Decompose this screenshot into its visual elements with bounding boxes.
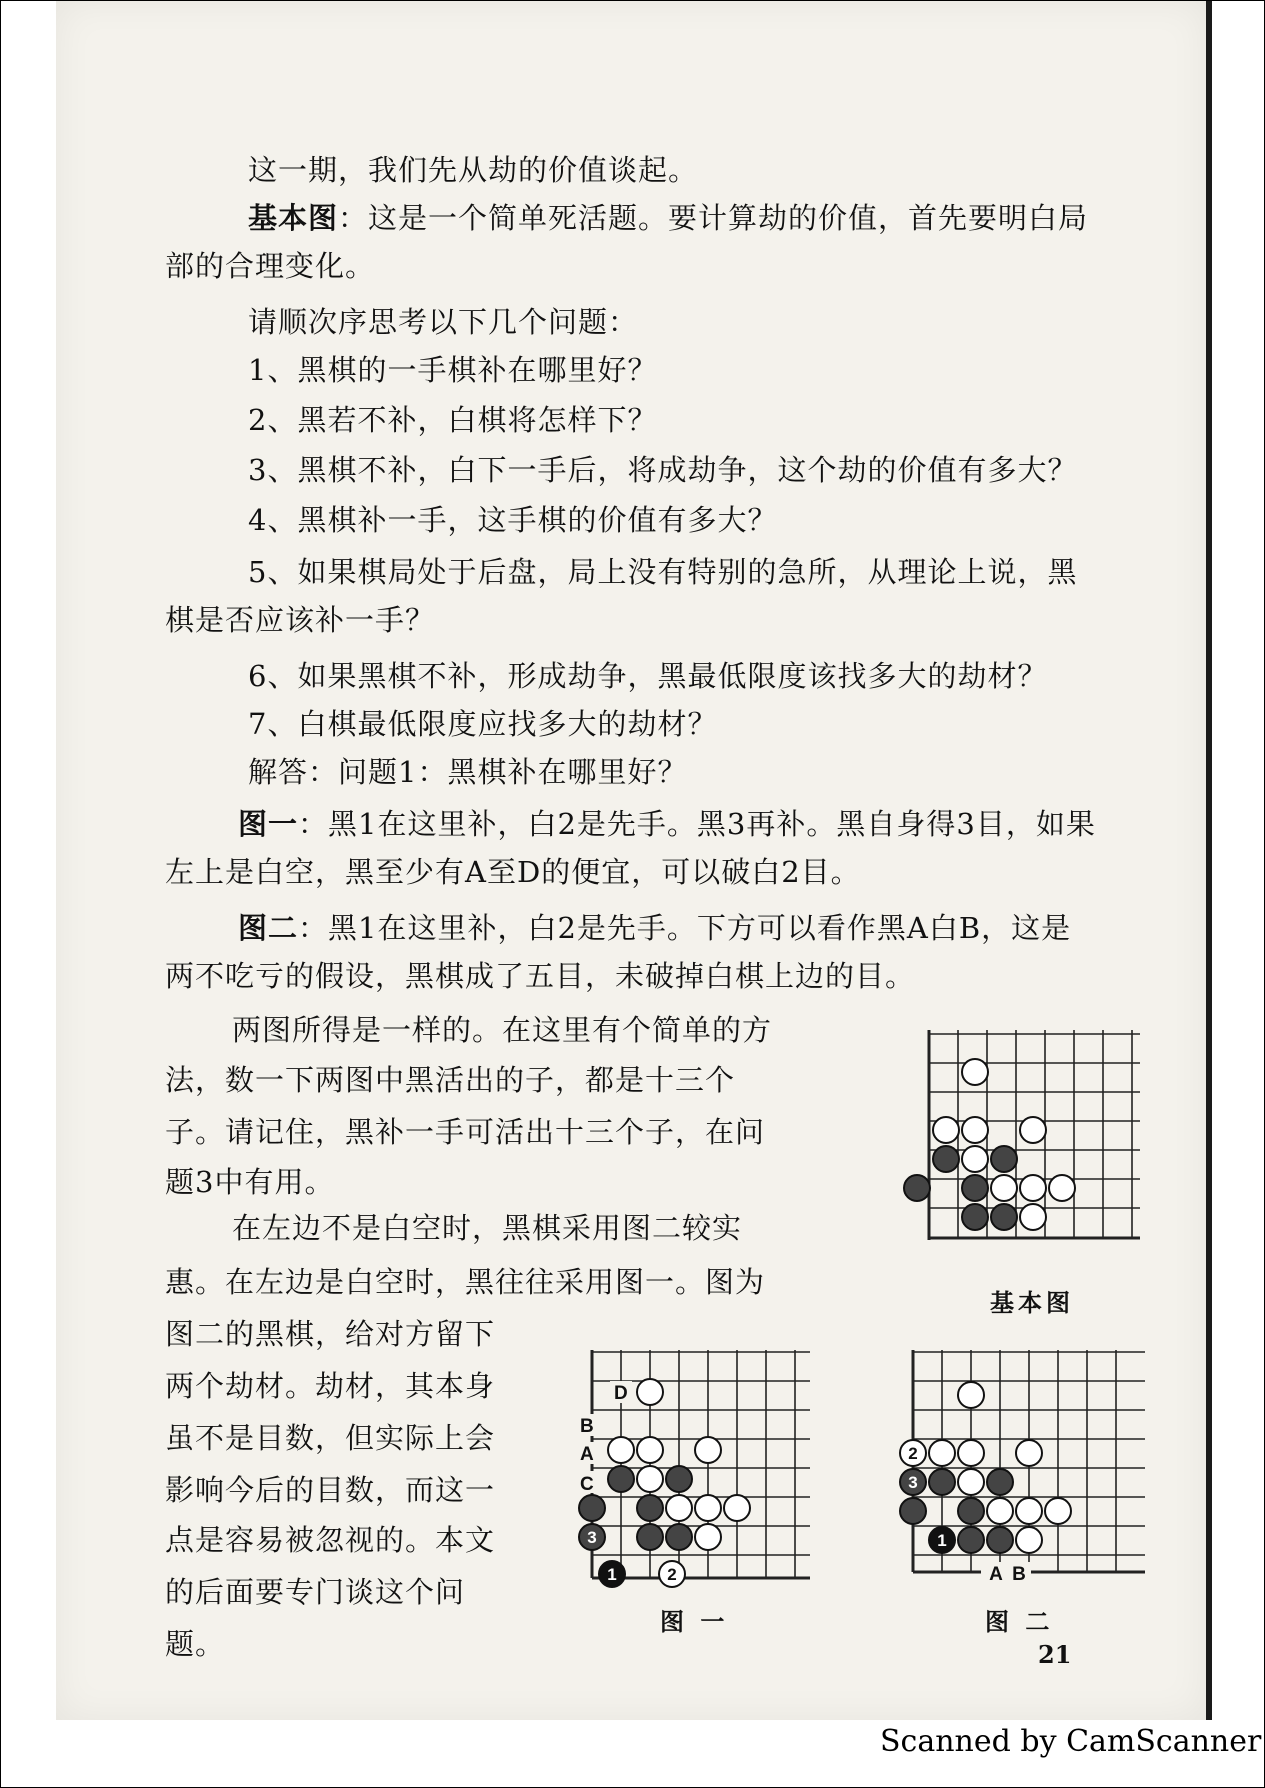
question-1: 1、黑棋的一手棋补在哪里好？ — [248, 353, 658, 387]
white-stone — [695, 1437, 721, 1463]
white-stone — [1049, 1175, 1075, 1201]
white-stone — [1020, 1175, 1046, 1201]
white-stone — [637, 1466, 663, 1492]
stone-number-3: 3 — [587, 1528, 597, 1547]
white-stone — [962, 1146, 988, 1172]
term-figure-2: 图二 — [238, 911, 299, 945]
go-board-figure-1 — [570, 1350, 810, 1590]
white-stone — [987, 1498, 1013, 1524]
white-stone — [1045, 1498, 1071, 1524]
line-figure-1-cont: 左上是白空，黑至少有A至D的便宜，可以破白2目。 — [165, 855, 861, 889]
question-4: 4、黑棋补一手，这手棋的价值有多大？ — [248, 503, 778, 537]
caption-figure-2: 图 二 — [985, 1607, 1054, 1636]
para-line-4: 题3中有用。 — [165, 1165, 335, 1199]
question-7: 7、白棋最低限度应找多大的劫材？ — [248, 707, 718, 741]
stone-number-1: 1 — [937, 1531, 947, 1550]
line-basic-figure-cont: 部的合理变化。 — [165, 249, 376, 283]
white-stone — [933, 1117, 959, 1143]
line-figure-2 — [238, 908, 1071, 948]
line-figure-1 — [238, 804, 1096, 844]
text-figure-1: ：黑1在这里补，白2是先手。黑3再补。黑自身得3目，如果 — [298, 807, 1096, 841]
answer-heading: 解答：问题1：黑棋补在哪里好？ — [248, 755, 688, 789]
black-stone — [579, 1495, 605, 1521]
white-stone — [1020, 1117, 1046, 1143]
white-stone — [929, 1440, 955, 1466]
para-line-1: 两图所得是一样的。在这里有个简单的方 — [232, 1013, 773, 1047]
white-stone — [695, 1524, 721, 1550]
board-label-a: A — [580, 1444, 594, 1465]
line-figure-2-cont: 两不吃亏的假设，黑棋成了五目，未破掉白棋上边的目。 — [165, 959, 916, 993]
line-questions-intro: 请顺次序思考以下几个问题： — [248, 305, 639, 339]
line-intro: 这一期，我们先从劫的价值谈起。 — [248, 153, 699, 187]
para-line-5: 在左边不是白空时，黑棋采用图二较实 — [232, 1211, 743, 1245]
stone-number-2: 2 — [667, 1565, 677, 1584]
white-stone — [962, 1059, 988, 1085]
para-line-7: 图二的黑棋，给对方留下 — [165, 1317, 496, 1351]
board-label-d: D — [614, 1383, 628, 1404]
question-3: 3、黑棋不补，白下一手后，将成劫争，这个劫的价值有多大？ — [248, 453, 1078, 487]
stone-number-3: 3 — [908, 1473, 918, 1492]
question-2: 2、黑若不补，白棋将怎样下？ — [248, 403, 658, 437]
white-stone — [1016, 1498, 1042, 1524]
text-basic-figure: ：这是一个简单死活题。要计算劫的价值，首先要明白局 — [338, 201, 1089, 235]
white-stone — [962, 1117, 988, 1143]
board-label-c: C — [580, 1474, 594, 1495]
black-stone — [904, 1175, 930, 1201]
para-line-6: 惠。在左边是白空时，黑往往采用图一。图为 — [165, 1265, 766, 1299]
black-stone — [987, 1469, 1013, 1495]
white-stone — [1020, 1204, 1046, 1230]
question-5-cont: 棋是否应该补一手？ — [165, 603, 436, 637]
white-stone — [608, 1437, 634, 1463]
para-line-13: 题。 — [165, 1627, 226, 1661]
go-board-figure-2 — [895, 1350, 1145, 1590]
board-label-a: A — [989, 1564, 1003, 1585]
black-stone — [933, 1146, 959, 1172]
page-number: 21 — [1038, 1640, 1072, 1669]
white-stone — [637, 1379, 663, 1405]
white-stone — [958, 1469, 984, 1495]
board-label-b: B — [580, 1416, 594, 1437]
para-line-9: 虽不是目数，但实际上会 — [165, 1421, 496, 1455]
black-stone — [991, 1146, 1017, 1172]
black-stone — [900, 1498, 926, 1524]
black-stone — [929, 1469, 955, 1495]
white-stone — [991, 1175, 1017, 1201]
question-6: 6、如果黑棋不补，形成劫争，黑最低限度该找多大的劫材？ — [248, 659, 1048, 693]
black-stone — [991, 1204, 1017, 1230]
para-line-11: 点是容易被忽视的。本文 — [165, 1523, 496, 1557]
black-stone — [962, 1204, 988, 1230]
stone-number-1: 1 — [607, 1565, 617, 1584]
para-line-8: 两个劫材。劫材，其本身 — [165, 1369, 496, 1403]
black-stone — [987, 1527, 1013, 1553]
scanner-watermark: Scanned by CamScanner — [880, 1724, 1262, 1759]
black-stone — [666, 1524, 692, 1550]
white-stone — [1016, 1440, 1042, 1466]
term-basic-figure: 基本图 — [248, 201, 339, 235]
white-stone — [724, 1495, 750, 1521]
black-stone — [637, 1495, 663, 1521]
white-stone — [666, 1495, 692, 1521]
white-stone — [695, 1495, 721, 1521]
board-label-b: B — [1012, 1564, 1026, 1585]
text-figure-2: ：黑1在这里补，白2是先手。下方可以看作黑A白B，这是 — [298, 911, 1072, 945]
caption-figure-1: 图 一 — [660, 1607, 729, 1636]
line-basic-figure — [248, 198, 1088, 238]
para-line-12: 的后面要专门谈这个问 — [165, 1575, 466, 1609]
stone-number-2: 2 — [908, 1444, 918, 1463]
black-stone — [958, 1498, 984, 1524]
go-board-basic — [900, 1030, 1140, 1250]
para-line-2: 法，数一下两图中黑活出的子，都是十三个 — [165, 1063, 736, 1097]
white-stone — [637, 1437, 663, 1463]
caption-basic-figure: 基本图 — [990, 1288, 1074, 1317]
black-stone — [962, 1175, 988, 1201]
black-stone — [958, 1527, 984, 1553]
black-stone — [608, 1466, 634, 1492]
para-line-10: 影响今后的目数，而这一 — [165, 1473, 496, 1507]
para-line-3: 子。请记住，黑补一手可活出十三个子，在问 — [165, 1115, 766, 1149]
white-stone — [958, 1440, 984, 1466]
black-stone — [666, 1466, 692, 1492]
black-stone — [637, 1524, 663, 1550]
white-stone — [1016, 1527, 1042, 1553]
term-figure-1: 图一 — [238, 807, 299, 841]
white-stone — [958, 1382, 984, 1408]
question-5: 5、如果棋局处于后盘，局上没有特别的急所，从理论上说，黑 — [248, 555, 1078, 589]
